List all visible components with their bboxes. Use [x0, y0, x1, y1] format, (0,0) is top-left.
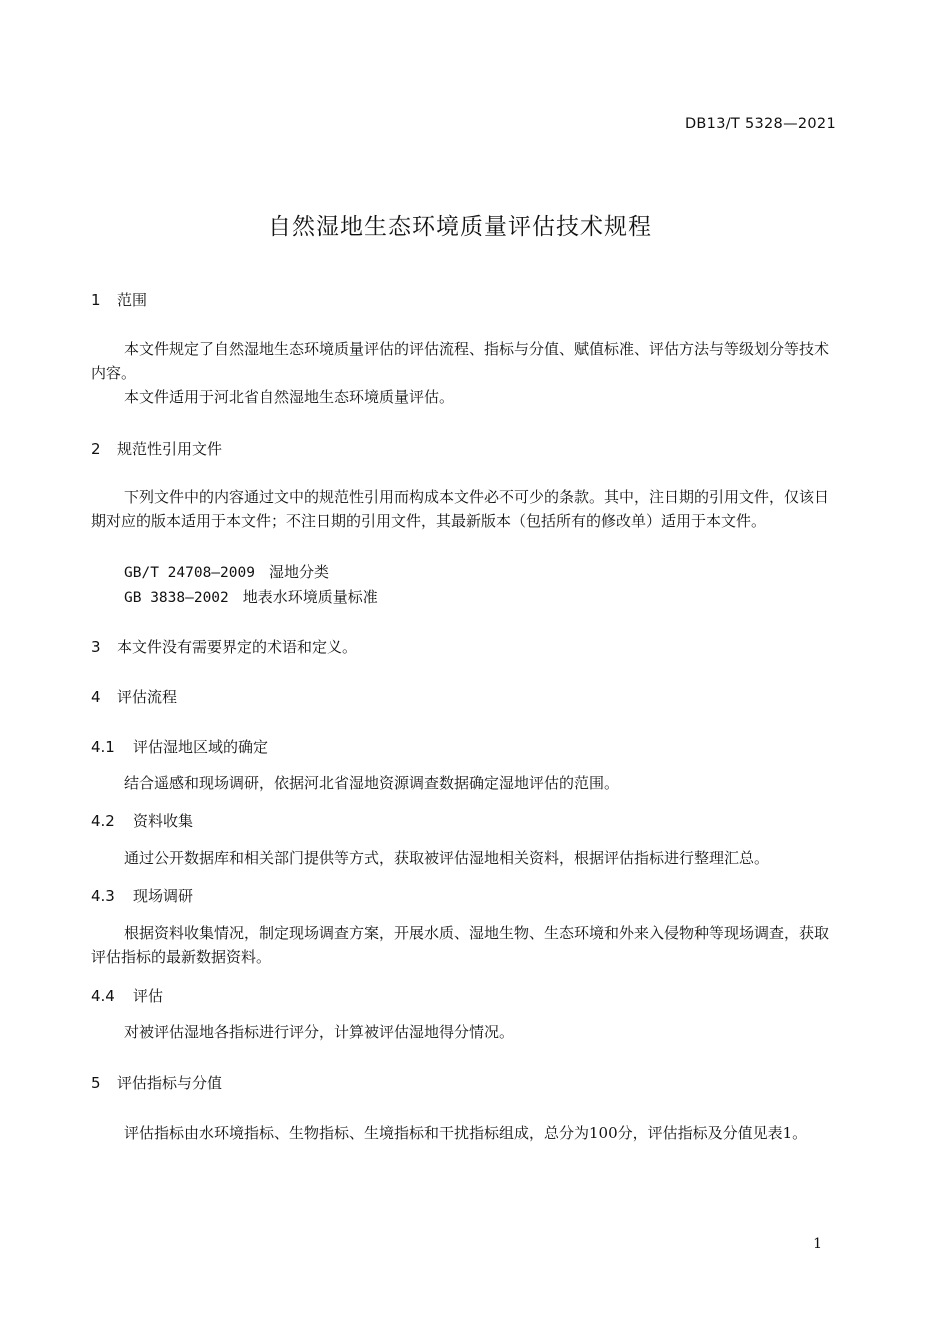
section-3-heading — [91, 636, 357, 657]
page-number: 1 — [813, 1236, 822, 1252]
subsection-title: 资料收集 — [133, 812, 194, 830]
section-title: 规范性引用文件 — [117, 440, 223, 458]
section-2-heading — [91, 438, 222, 459]
document-title: 自然湿地生态环境质量评估技术规程 — [268, 214, 652, 240]
section-title: 评估指标与分值 — [117, 1074, 223, 1092]
subsection-4-2-paragraph: 通过公开数据库和相关部门提供等方式，获取被评估湿地相关资料，根据评估指标进行整理汇总。 — [124, 849, 770, 867]
document-number: DB13/T 5328—2021 — [684, 116, 836, 132]
subsection-4-3-paragraph: 根据资料收集情况，制定现场调查方案，开展水质、湿地生物、生态环境和外来入侵物种等现场调查，获取评估指标的最新数据资料。 — [91, 924, 830, 966]
subsection-4-4-heading — [91, 985, 163, 1006]
section-number: 1 — [91, 291, 101, 309]
section-number: 3 — [91, 638, 101, 656]
section-1-paragraph-1: 本文件规定了自然湿地生态环境质量评估的评估流程、指标与分值、赋值标准、评估方法与等级划分等技术内容。 — [91, 340, 830, 382]
reference-name: 地表水环境质量标准 — [242, 588, 378, 606]
subsection-number: 4.3 — [91, 887, 115, 905]
subsection-number: 4.2 — [91, 812, 115, 830]
section-number: 4 — [91, 688, 101, 706]
subsection-title: 评估湿地区域的确定 — [133, 738, 269, 756]
normative-reference — [124, 586, 378, 607]
reference-code: GB 3838—2002 — [124, 590, 229, 606]
reference-name: 湿地分类 — [268, 563, 329, 581]
normative-reference — [124, 561, 329, 582]
section-5-heading — [91, 1072, 222, 1093]
section-1-paragraph-2: 本文件适用于河北省自然湿地生态环境质量评估。 — [124, 388, 455, 406]
section-1-heading — [91, 289, 147, 310]
subsection-title: 评估 — [133, 987, 164, 1005]
subsection-number: 4.4 — [91, 987, 115, 1005]
subsection-number: 4.1 — [91, 738, 115, 756]
reference-code: GB/T 24708—2009 — [124, 565, 255, 581]
section-title: 评估流程 — [117, 688, 178, 706]
subsection-4-1-paragraph: 结合遥感和现场调研，依据河北省湿地资源调查数据确定湿地评估的范围。 — [124, 774, 620, 792]
subsection-title: 现场调研 — [133, 887, 194, 905]
subsection-4-3-heading — [91, 885, 193, 906]
subsection-4-4-paragraph: 对被评估湿地各指标进行评分，计算被评估湿地得分情况。 — [124, 1023, 515, 1041]
subsection-4-1-heading — [91, 736, 268, 757]
section-4-heading — [91, 686, 177, 707]
section-title: 范围 — [117, 291, 148, 309]
section-5-paragraph-1: 评估指标由水环境指标、生物指标、生境指标和干扰指标组成，总分为100分，评估指标及分值见表1。 — [124, 1124, 808, 1142]
section-number: 2 — [91, 440, 101, 458]
section-text: 本文件没有需要界定的术语和定义。 — [117, 638, 358, 656]
subsection-4-2-heading — [91, 810, 193, 831]
section-number: 5 — [91, 1074, 101, 1092]
section-2-paragraph-1: 下列文件中的内容通过文中的规范性引用而构成本文件必不可少的条款。其中，注日期的引用文件，仅该日期对应的版本适用于本文件；不注日期的引用文件，其最新版本（包括所有的修改单）适用于本文件。 — [91, 488, 830, 530]
